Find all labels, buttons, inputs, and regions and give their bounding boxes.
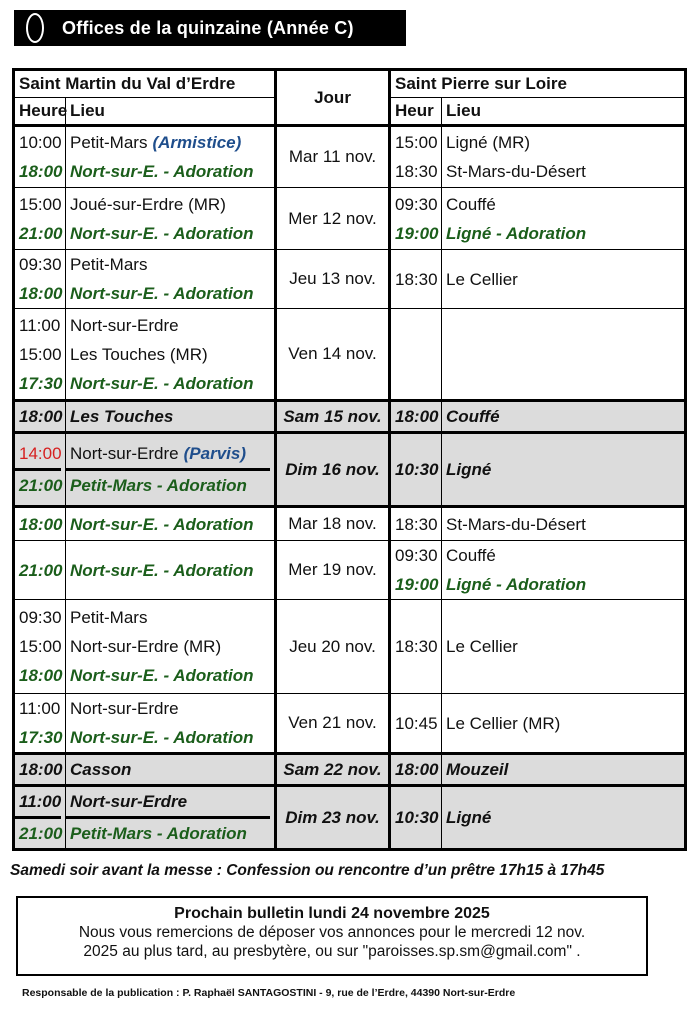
right-places bbox=[442, 250, 686, 309]
place-label bbox=[70, 661, 270, 690]
place-name: Casson bbox=[70, 760, 132, 779]
place-label bbox=[446, 803, 680, 832]
time-label: 17:30 bbox=[19, 728, 63, 747]
day-label: Mar 11 nov. bbox=[276, 126, 390, 188]
place-name: Nort-sur-Erdre (MR) bbox=[70, 637, 222, 656]
place-name: Le Cellier bbox=[446, 269, 518, 289]
place-name: Ligné - Adoration bbox=[446, 223, 587, 243]
left-places bbox=[66, 433, 276, 507]
time-label: 09:30 bbox=[395, 546, 438, 565]
schedule-row bbox=[14, 250, 686, 309]
right-places bbox=[442, 433, 686, 507]
right-times bbox=[390, 600, 442, 694]
time-label: 09:30 bbox=[19, 255, 62, 274]
left-places bbox=[66, 541, 276, 600]
place-name: Nort-sur-E. - Adoration bbox=[70, 162, 254, 181]
place-name: Nort-sur-E. - Adoration bbox=[70, 373, 254, 393]
left-lieu-header: Lieu bbox=[66, 98, 276, 126]
right-times bbox=[390, 126, 442, 188]
schedule-row bbox=[14, 433, 686, 507]
place-label bbox=[70, 510, 270, 539]
day-label: Mer 12 nov. bbox=[276, 188, 390, 250]
right-times bbox=[390, 541, 442, 600]
right-parish-title: Saint Pierre sur Loire bbox=[390, 70, 686, 98]
header-oval-icon bbox=[26, 13, 44, 43]
place-name: St-Mars-du-Désert bbox=[446, 162, 586, 181]
time-label: 18:00 bbox=[19, 284, 63, 303]
left-places bbox=[66, 401, 276, 433]
time-label: 21:00 bbox=[19, 223, 63, 243]
place-name: Nort-sur-E. - Adoration bbox=[70, 728, 254, 747]
schedule-row bbox=[14, 507, 686, 541]
right-lieu-header: Lieu bbox=[442, 98, 686, 126]
time-label: 15:00 bbox=[19, 637, 62, 656]
left-places bbox=[66, 786, 276, 850]
schedule-row bbox=[14, 309, 686, 401]
confession-note: Samedi soir avant la messe : Confession ou rencontre d’un prêtre 17h15 à 17h45 bbox=[10, 862, 605, 879]
schedule-row bbox=[14, 694, 686, 754]
place-label bbox=[70, 755, 270, 784]
place-name: Ligné bbox=[446, 808, 492, 827]
right-times bbox=[390, 694, 442, 754]
right-times bbox=[390, 309, 442, 401]
bulletin-line-2: 2025 au plus tard, au presbytère, ou sur "paroisses.sp.sm@gmail.com" . bbox=[83, 943, 581, 960]
place-label bbox=[446, 455, 680, 484]
day-label: Dim 16 nov. bbox=[276, 433, 390, 507]
time-label: 21:00 bbox=[19, 560, 63, 580]
schedule-row bbox=[14, 754, 686, 786]
left-places bbox=[66, 250, 276, 309]
place-name: Nort-sur-E. - Adoration bbox=[70, 514, 254, 534]
place-name: St-Mars-du-Désert bbox=[446, 514, 586, 534]
left-times bbox=[14, 433, 66, 507]
place-name: Petit-Mars bbox=[70, 255, 148, 274]
right-places bbox=[442, 507, 686, 541]
jour-header: Jour bbox=[276, 70, 390, 126]
place-label bbox=[446, 265, 680, 294]
place-label bbox=[446, 632, 680, 661]
time-label: 19:00 bbox=[395, 223, 439, 243]
time-label: 14:00 bbox=[19, 444, 62, 463]
right-places bbox=[442, 541, 686, 600]
time-label: 18:30 bbox=[395, 162, 438, 181]
page-title: Offices de la quinzaine (Année C) bbox=[62, 17, 354, 38]
time-label: 18:00 bbox=[19, 407, 63, 426]
place-note: (Armistice) bbox=[152, 133, 242, 152]
header-bar bbox=[14, 10, 406, 46]
schedule-table bbox=[12, 68, 687, 851]
place-label bbox=[70, 694, 270, 723]
right-times bbox=[390, 401, 442, 433]
place-label bbox=[70, 603, 270, 632]
place-label bbox=[70, 439, 270, 468]
time-label: 11:00 bbox=[19, 315, 61, 335]
left-times bbox=[14, 694, 66, 754]
day-label: Ven 21 nov. bbox=[276, 694, 390, 754]
left-places bbox=[66, 754, 276, 786]
left-places bbox=[66, 600, 276, 694]
place-name: Couffé bbox=[446, 546, 496, 565]
time-label: 15:00 bbox=[395, 133, 438, 152]
place-label: Petit-Mars - Adoration bbox=[66, 816, 270, 848]
right-times bbox=[390, 433, 442, 507]
left-places bbox=[66, 507, 276, 541]
place-name: Nort-sur-E. - Adoration bbox=[70, 284, 254, 303]
left-times bbox=[14, 786, 66, 850]
time-label: 19:00 bbox=[395, 575, 439, 594]
right-places bbox=[442, 786, 686, 850]
place-label bbox=[446, 755, 680, 784]
place-label bbox=[446, 128, 680, 157]
time-label: 18:00 bbox=[19, 514, 63, 534]
time-label: 10:45 bbox=[395, 713, 438, 733]
schedule-row bbox=[14, 600, 686, 694]
place-name: Mouzeil bbox=[446, 760, 509, 779]
place-label bbox=[446, 709, 680, 738]
right-heure-header: Heur bbox=[390, 98, 442, 126]
bulletin-box bbox=[16, 896, 648, 976]
time-label: 18:30 bbox=[395, 269, 438, 289]
place-name: Petit-Mars bbox=[70, 608, 148, 627]
left-times bbox=[14, 250, 66, 309]
place-label bbox=[70, 190, 270, 219]
place-name: Petit-Mars bbox=[70, 133, 148, 152]
place-label bbox=[446, 510, 680, 539]
left-times bbox=[14, 541, 66, 600]
time-label: 18:00 bbox=[19, 666, 63, 685]
place-label bbox=[446, 570, 680, 599]
place-name: Couffé bbox=[446, 194, 496, 214]
left-times bbox=[14, 754, 66, 786]
place-name: Le Cellier (MR) bbox=[446, 713, 561, 733]
time-label: 11:00 bbox=[19, 699, 61, 718]
place-label bbox=[70, 128, 270, 157]
day-label: Mar 18 nov. bbox=[276, 507, 390, 541]
right-times bbox=[390, 786, 442, 850]
time-label: 18:00 bbox=[395, 760, 439, 779]
day-label: Mer 19 nov. bbox=[276, 541, 390, 600]
left-times bbox=[14, 126, 66, 188]
right-places bbox=[442, 126, 686, 188]
time-label: 18:00 bbox=[19, 760, 63, 779]
day-label: Sam 22 nov. bbox=[276, 754, 390, 786]
right-times bbox=[390, 188, 442, 250]
left-times bbox=[14, 600, 66, 694]
time-label: 15:00 bbox=[19, 344, 62, 364]
place-name: Le Cellier bbox=[446, 637, 518, 656]
place-label bbox=[70, 632, 270, 661]
left-places bbox=[66, 694, 276, 754]
time-label: 17:30 bbox=[19, 373, 63, 393]
place-name: Nort-sur-Erdre bbox=[70, 444, 179, 463]
place-name: Nort-sur-Erdre bbox=[70, 315, 179, 335]
schedule-row bbox=[14, 188, 686, 250]
left-parish-title: Saint Martin du Val d’Erdre bbox=[14, 70, 276, 98]
time-label: 15:00 bbox=[19, 194, 62, 214]
left-times bbox=[14, 188, 66, 250]
place-label bbox=[70, 157, 270, 186]
schedule-row bbox=[14, 786, 686, 850]
place-label bbox=[446, 219, 680, 248]
right-places bbox=[442, 401, 686, 433]
time-label: 09:30 bbox=[395, 194, 438, 214]
right-times bbox=[390, 754, 442, 786]
right-places bbox=[442, 188, 686, 250]
place-name: Ligné bbox=[446, 460, 492, 479]
place-label: Petit-Mars - Adoration bbox=[66, 468, 270, 500]
bulletin-title: Prochain bulletin lundi 24 novembre 2025 bbox=[174, 905, 490, 922]
time-label: 21:00 bbox=[15, 816, 61, 848]
place-name: Ligné - Adoration bbox=[446, 575, 587, 594]
place-label bbox=[446, 190, 680, 219]
place-label bbox=[70, 787, 270, 816]
left-places bbox=[66, 309, 276, 401]
left-places bbox=[66, 188, 276, 250]
right-times bbox=[390, 250, 442, 309]
place-label bbox=[70, 311, 270, 340]
time-label: 10:00 bbox=[19, 133, 62, 152]
place-name: Nort-sur-E. - Adoration bbox=[70, 560, 254, 580]
time-label: 09:30 bbox=[19, 608, 62, 627]
time-label: 11:00 bbox=[19, 792, 62, 811]
place-name: Les Touches bbox=[70, 407, 174, 426]
day-label: Jeu 20 nov. bbox=[276, 600, 390, 694]
left-times bbox=[14, 507, 66, 541]
place-name: Nort-sur-E. - Adoration bbox=[70, 666, 254, 685]
place-label bbox=[70, 279, 270, 308]
right-places bbox=[442, 694, 686, 754]
day-label: Sam 15 nov. bbox=[276, 401, 390, 433]
left-places bbox=[66, 126, 276, 188]
place-label bbox=[70, 402, 270, 431]
time-label: 18:00 bbox=[395, 407, 439, 426]
place-label bbox=[70, 340, 270, 369]
place-note: (Parvis) bbox=[183, 444, 246, 463]
place-label bbox=[446, 157, 680, 186]
time-label: 10:30 bbox=[395, 460, 439, 479]
time-label: 18:30 bbox=[395, 637, 438, 656]
time-label: 18:30 bbox=[395, 514, 438, 534]
time-label: 21:00 bbox=[15, 468, 61, 500]
place-name: Couffé bbox=[446, 407, 500, 426]
left-times bbox=[14, 309, 66, 401]
place-label bbox=[70, 723, 270, 752]
day-label: Ven 14 nov. bbox=[276, 309, 390, 401]
place-label bbox=[70, 556, 270, 585]
schedule-row bbox=[14, 126, 686, 188]
day-label: Dim 23 nov. bbox=[276, 786, 390, 850]
right-places bbox=[442, 600, 686, 694]
schedule-row bbox=[14, 541, 686, 600]
time-label: 18:00 bbox=[19, 162, 63, 181]
place-label bbox=[446, 402, 680, 431]
place-name: Joué-sur-Erdre (MR) bbox=[70, 194, 226, 214]
left-times bbox=[14, 401, 66, 433]
right-times bbox=[390, 507, 442, 541]
place-name: Nort-sur-Erdre bbox=[70, 699, 179, 718]
place-label bbox=[70, 219, 270, 248]
place-label bbox=[70, 250, 270, 279]
schedule-row bbox=[14, 401, 686, 433]
right-places bbox=[442, 309, 686, 401]
bulletin-line-1: Nous vous remercions de déposer vos annonces pour le mercredi 12 nov. bbox=[78, 924, 586, 941]
time-label: 10:30 bbox=[395, 808, 439, 827]
place-name: Les Touches (MR) bbox=[70, 344, 208, 364]
place-label bbox=[70, 369, 270, 398]
place-label bbox=[446, 541, 680, 570]
publication-footer: Responsable de la publication : P. Raphaël SANTAGOSTINI - 9, rue de l’Erdre, 44390 Nort-sur-Erdre bbox=[22, 987, 516, 999]
day-label: Jeu 13 nov. bbox=[276, 250, 390, 309]
place-name: Ligné (MR) bbox=[446, 133, 531, 152]
right-places bbox=[442, 754, 686, 786]
place-name: Nort-sur-Erdre bbox=[70, 792, 188, 811]
place-name: Nort-sur-E. - Adoration bbox=[70, 223, 254, 243]
left-heure-header: Heure bbox=[14, 98, 66, 126]
